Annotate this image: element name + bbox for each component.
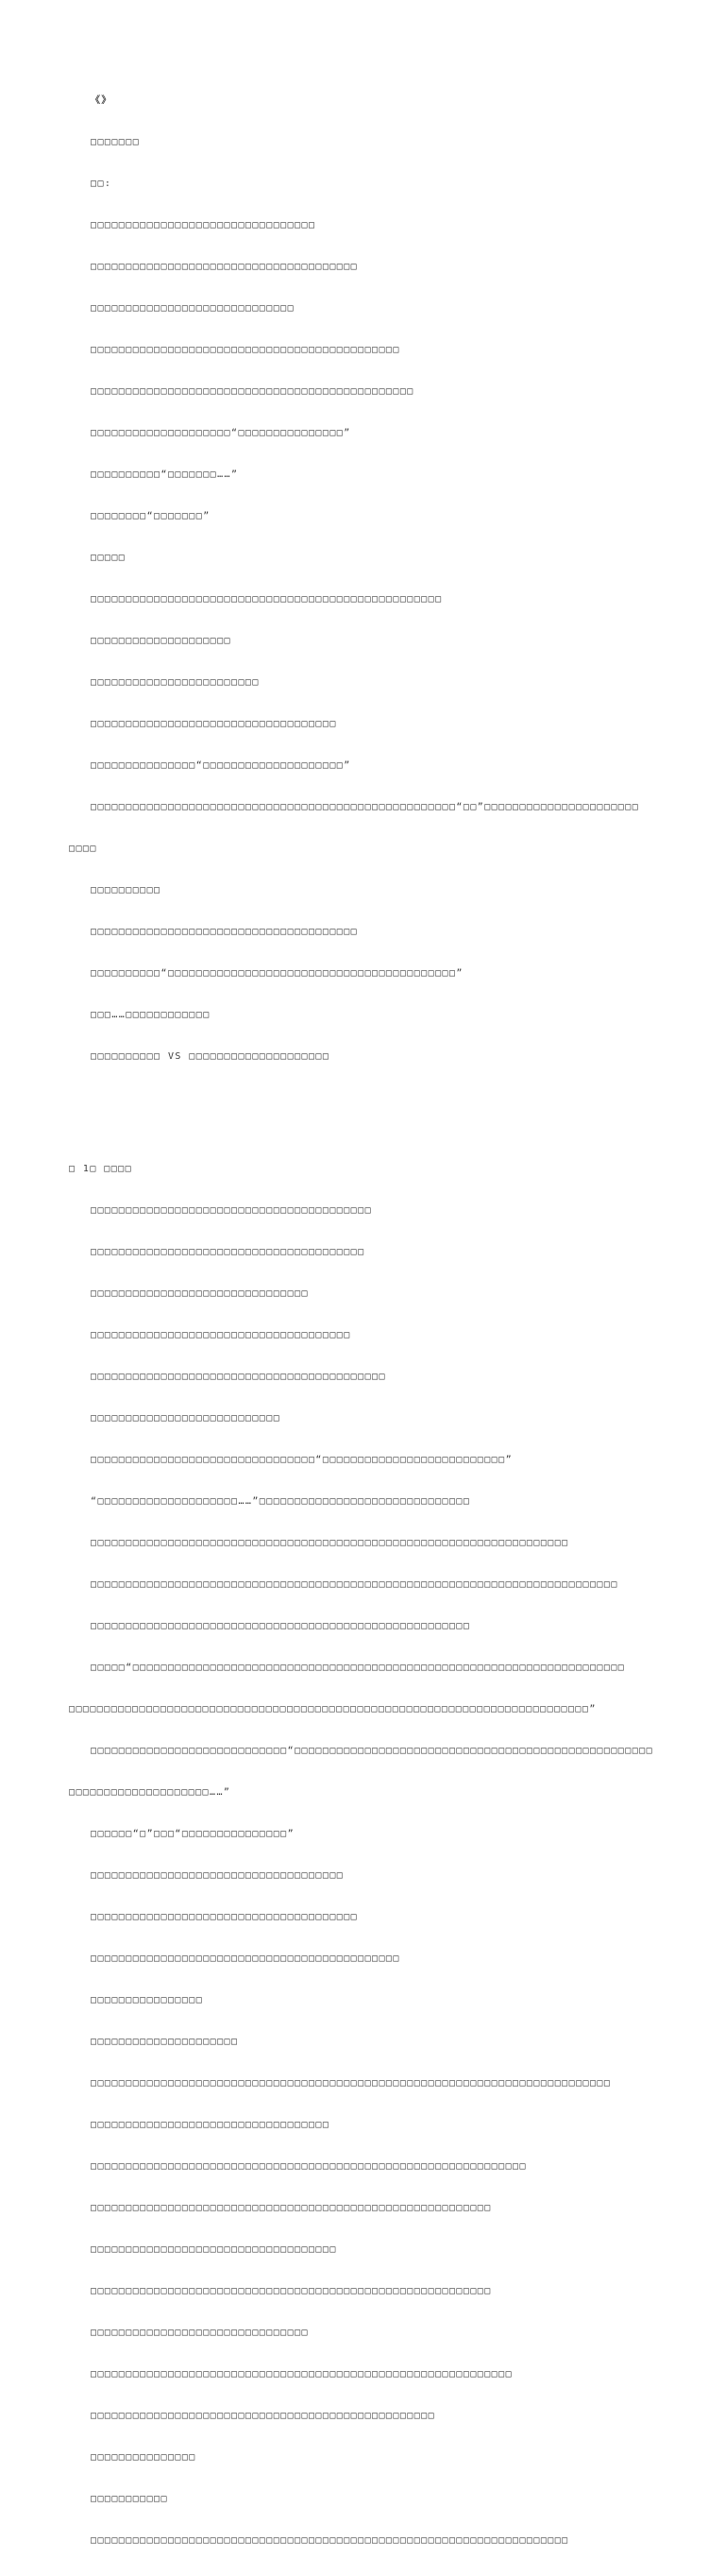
text-line: □□□□□□□□□□□□□□□“□□□□□□□□□□□□□□□□□□□□” — [91, 760, 351, 772]
text-line: □□□□□□□□□□ VS □□□□□□□□□□□□□□□□□□□□ — [91, 1051, 330, 1063]
text-line: □□□□□□□□□□□□□□□□□□□□□□□□□□□□“□□□□□□□□□□□□□□□□□□□□□□□□□□□□□□□□□□□□□□□□□□□□□□□□□□□ — [91, 1746, 654, 1757]
text-line: □□□□□□□□□□□□□□□□□□□□□ — [91, 2037, 239, 2048]
text-line: □□□□□□□□□□□□□□□□□□□□□□□□□□□□□□□□□□□□□□□□□□□□□□□□□□□□□□□□□ — [91, 2203, 492, 2214]
text-line: □□□□□□□□□□□□□□□□□□□□□□□□□□□□□□□□□□□□□□□□□□□□□□□□□□□□□□□□□□□□□□□□□□□□□□□□□□ — [91, 2078, 612, 2090]
text-line: □□□□□□□□□□□□□□□□□□□□□□□□□□□□□□□□□□□□□□□□□□□□□□□□□ — [91, 2411, 436, 2422]
text-line: □□□□□□□□□□□□□□□□ — [91, 1995, 204, 2006]
text-line: □□□□□□□□□□□□□□□□□□□□□□□□□□□□□□□□ — [91, 220, 316, 231]
text-line: □□□□□□□□□□□□□□□□□□□□□□□□□□□□□□□□□□□□□□□□□□□□□□□□□□□□□□□□□□□□ — [91, 2369, 514, 2380]
text-line: □□□□□□□□□□□□□□□□□□□□□□□□□□□□□□□□□□□□□□ — [91, 1912, 359, 1923]
text-line: □□□□□□□□□□□□□□□□□□□□□□□□□□□□□□□□□□□□□□□□□□□□□□□□□□ — [91, 594, 443, 606]
text-line: □□□□□□□□□□□□□□□□□□□□□□□□□□□□□ — [91, 303, 295, 315]
text-line: □□□□□□□□□□□□□□□□□□□□□□□□□□□□□□□□□□□□□□□□□□□□□□□□□□□□“□□”□□□□□□□□□□□□□□□□□□□□□□ — [91, 802, 640, 813]
text-line: □□□□□□□□“□□□□□□□” — [91, 511, 211, 522]
text-line: □□□□ — [69, 844, 97, 855]
text-line: □□□□□□□□□□□□□□□□□□□□□□□□□□□□□□□□□□□□ — [91, 1870, 345, 1882]
text-line: □□□□□□□□□□□□□□□□□□□□□□□□□□□□□□□□□□□□□□□□□□□□□□□□□□□□□□□□□□□□□□□□□□□□ — [91, 1538, 569, 1549]
text-line: □□□□□□□□□□“□□□□□□□……” — [91, 469, 239, 481]
text-line: □□□□□□□□□□□□□□□ — [91, 2452, 196, 2464]
text-line: □□□□□“□□□□□□□□□□□□□□□□□□□□□□□□□□□□□□□□□□□□□□□□□□□□□□□□□□□□□□□□□□□□□□□□□□□□□□ — [91, 1663, 626, 1674]
text-line: □□□□□□□□□□□□□□□□□□□□□□□□□□□□□□□ — [91, 1288, 309, 1300]
text-line: □□□□□□□□□□□□□□□□□□□□□□□□□□□□□□□□□□□□□□□□□□□□□□□□□□□□□□□□□ — [91, 2286, 492, 2297]
text-line: □□□□□□□□□□□□□□□□□□□□□□□□□□□□□□□□□□□□□□□□□□□□□□ — [91, 386, 414, 398]
text-line: □□□……□□□□□□□□□□□□ — [91, 1010, 211, 1021]
text-line: □□□□□□□□□□□□□□□□□□□□□□□□□□□□□□□□□□□□□□□□□□□□ — [91, 345, 400, 356]
document-body — [0, 67, 725, 2576]
text-line: □□□□□□□□□□□□□□□□□□□□□□□□□□□□□□□□□□□□□□ — [91, 262, 359, 273]
text-line: □□□□□□□□□□□□□□□□□□□□□□□□□□□□□□□□□□□□□□□ — [91, 1247, 365, 1258]
text-line: □□□□□□□□□□□□□□□□□□□□□□□□□□□□□□□□□□□ — [91, 719, 337, 730]
text-line: □□□□□□□□□□□□□□□□□□□□□□□□□□□□□□□□□□□□□□□□□□□□□□□□□□□□□□□□□□□□□□□□□□□□□□□□□□□ — [91, 1579, 618, 1591]
text-line: □□□□□□□□□□□□□□□□□□□□……” — [69, 1787, 231, 1799]
text-line: □□□□□□□□□□□□□□□□□□□□□□□□□□□□□□□□□□□□□□ — [91, 927, 359, 938]
text-line: □□□□□□□□□□“□□□□□□□□□□□□□□□□□□□□□□□□□□□□□□□□□□□□□□□□□” — [91, 968, 464, 980]
text-line: □□: — [91, 179, 112, 190]
text-line: □□□□□□□□□□□□□□□□□□□□□□□□ — [91, 677, 260, 689]
text-line: □□□□□□□□□□□□□□□□□□□□ — [91, 636, 232, 647]
text-line: □□□□□□□□□□□□□□□□□□□□□□□□□□□□□□□□□□□□□□□□□□□□ — [91, 1953, 400, 1965]
text-line: □□□□□□□□□□□□□□□□□□□□□□□□□□□□□□□□□□□□□ — [91, 1330, 351, 1341]
text-line: □□□□□□□□□□□□□□□□□□□□□□□□□□□□□□□□□□□□□□□□□□□□□□□□□□□□□□□□□□□□□□□□□□□□□□□□□□” — [69, 1704, 597, 1715]
text-line: □□□□□□□□□□ — [91, 885, 161, 896]
text-line: □□□□□□□□□□□□□□□□□□□□□□□□□□□□□□□□□□□□□□□□ — [91, 1205, 373, 1217]
text-line: □□□□□□□□□□□□□□□□□□□□□□□□□□□ — [91, 1413, 281, 1424]
text-line: □□□□□□□ — [91, 137, 141, 148]
text-line: □□□□□□□□□□□□□□□□□□□□□□□□□□□□□□□□□□□□□□□□□□□□□□□□□□□□□□□□□□□□□□□□□□□□ — [91, 2535, 569, 2547]
chapter-heading: □ 1□ □□□□ — [69, 1164, 133, 1175]
text-line: □□□□□□□□□□□□□□□□□□□□“□□□□□□□□□□□□□□□” — [91, 428, 351, 439]
text-line: □□□□□□“□”□□□“□□□□□□□□□□□□□□□” — [91, 1829, 295, 1840]
blank-line — [0, 1106, 725, 1121]
text-line: □□□□□□□□□□□□□□□□□□□□□□□□□□□□□□□□□□ — [91, 2120, 330, 2131]
text-line: □□□□□□□□□□□□□□□□□□□□□□□□□□□□□□□ — [91, 2328, 309, 2339]
document-title: 《》 — [91, 95, 112, 107]
text-line: □□□□□□□□□□□ — [91, 2494, 168, 2505]
text-line: □□□□□□□□□□□□□□□□□□□□□□□□□□□□□□□□□□□□□□□□□□ — [91, 1372, 386, 1383]
text-line: □□□□□ — [91, 553, 126, 564]
text-line: □□□□□□□□□□□□□□□□□□□□□□□□□□□□□□□□□□□□□□□□□□□□□□□□□□□□□□ — [91, 1621, 471, 1632]
text-line: □□□□□□□□□□□□□□□□□□□□□□□□□□□□□□□□□□□□□□□□□□□□□□□□□□□□□□□□□□□□□□ — [91, 2161, 527, 2173]
text-line: □□□□□□□□□□□□□□□□□□□□□□□□□□□□□□□□□□□ — [91, 2244, 337, 2256]
text-line: □□□□□□□□□□□□□□□□□□□□□□□□□□□□□□□□“□□□□□□□□□□□□□□□□□□□□□□□□□□” — [91, 1455, 514, 1466]
text-line: “□□□□□□□□□□□□□□□□□□□□……”□□□□□□□□□□□□□□□□□□□□□□□□□□□□□□ — [91, 1496, 471, 1508]
